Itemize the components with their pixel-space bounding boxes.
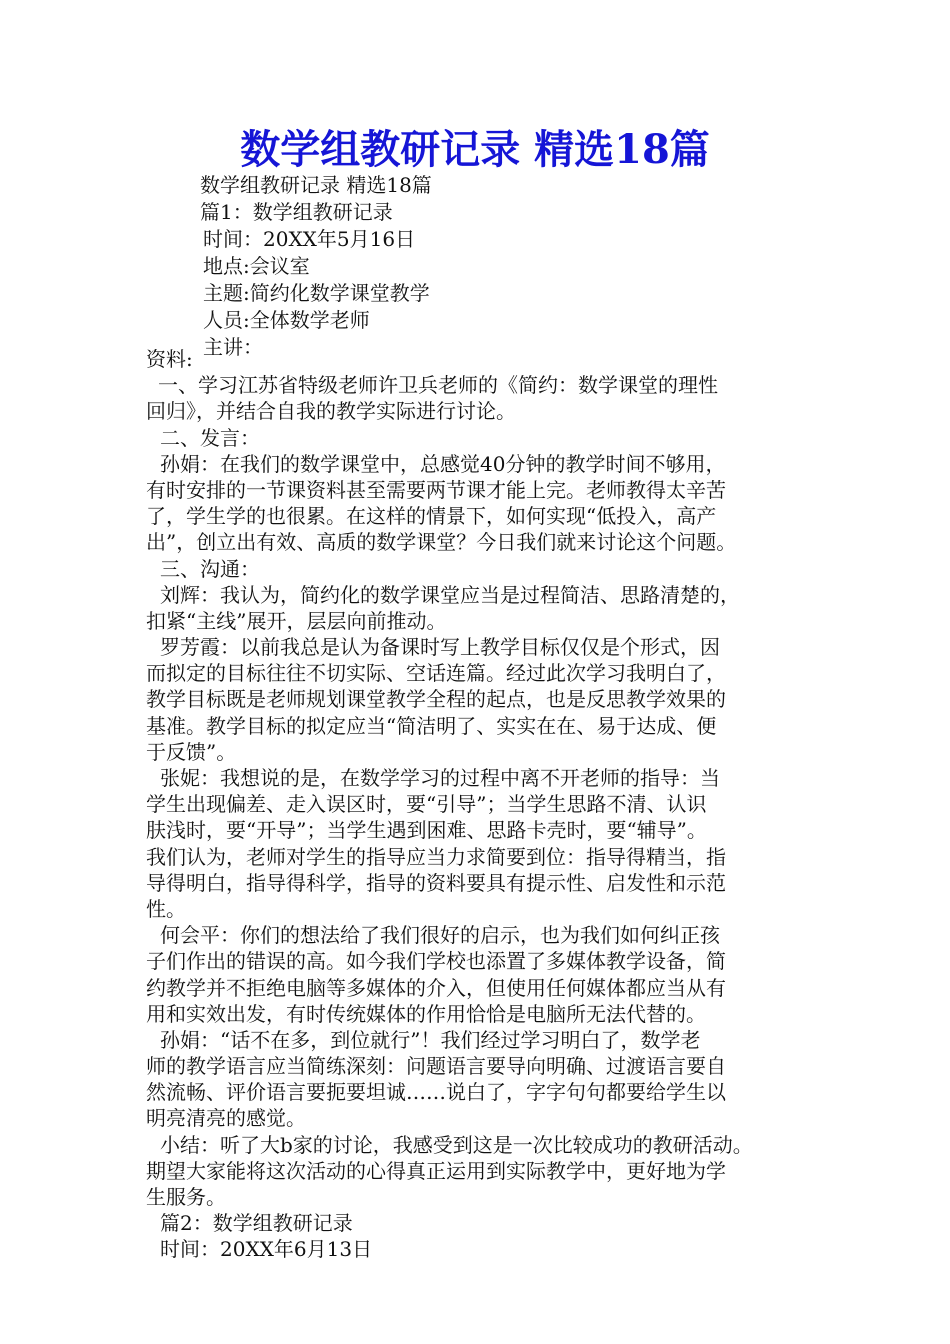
body-line: 基准。教学目标的拟定应当“简洁明了、实实在在、易于达成、便 <box>146 713 717 738</box>
body-line: 师的教学语言应当简练深刻：问题语言要导向明确、过渡语言要自 <box>146 1054 726 1079</box>
body-line: 学生出现偏差、走入误区时，要“引导”；当学生思路不清、认识 <box>146 792 707 817</box>
body-line: 于反馈”。 <box>146 739 237 764</box>
body-line: 了，学生学的也很累。在这样的情景下，如何实现“低投入，高产 <box>146 504 717 529</box>
body-line: 约教学并不拒绝电脑等多媒体的介入，但使用任何媒体都应当从有 <box>146 975 726 1000</box>
meta-line-location: 地点:会议室 <box>203 254 310 278</box>
body-line: 回归》，并结合自我的教学实际进行讨论。 <box>146 399 516 424</box>
body-line: 罗芳霞：以前我总是认为备课时写上教学目标仅仅是个形式，因 <box>160 635 720 660</box>
body-line: 二、发言： <box>160 425 260 450</box>
body-line: 生服务。 <box>146 1185 226 1209</box>
body-line: 三、沟通： <box>160 556 260 581</box>
body-line: 出”，创立出有效、高质的数学课堂？今日我们就来讨论这个问题。 <box>146 530 737 555</box>
body-line: 而拟定的目标往往不切实际、空话连篇。经过此次学习我明白了， <box>146 661 726 686</box>
body-line: 明亮清亮的感觉。 <box>146 1106 306 1131</box>
body-line: 资料: <box>146 347 193 371</box>
body-line: 刘辉：我认为，简约化的数学课堂应当是过程简洁、思路清楚的， <box>160 582 740 607</box>
body-line: 性。 <box>146 896 186 921</box>
meta-line-time: 时间：20XX年5月16日 <box>203 227 416 251</box>
meta-line-topic: 主题:简约化数学课堂教学 <box>203 281 430 305</box>
body-line: 篇2：数学组教研记录 <box>160 1211 353 1236</box>
document-title: 数学组教研记录 精选18篇 <box>240 126 710 173</box>
body-line: 子们作出的错误的高。如今我们学校也添置了多媒体教学设备，简 <box>146 949 726 974</box>
body-line: 肤浅时，要“开导”；当学生遇到困难、思路卡壳时，要“辅导”。 <box>146 818 707 843</box>
body-line: 孙娟：“话不在多，到位就行”！我们经过学习明白了，数学老 <box>160 1027 701 1052</box>
body-line: 期望大家能将这次活动的心得真正运用到实际教学中，更好地为学 <box>146 1158 726 1183</box>
body-line: 张妮：我想说的是，在数学学习的过程中离不开老师的指导：当 <box>160 766 720 790</box>
meta-block <box>200 172 800 361</box>
body-line: 一、学习江苏省特级老师许卫兵老师的《简约：数学课堂的理性 <box>158 373 718 398</box>
body-line: 教学目标既是老师规划课堂教学全程的起点，也是反思教学效果的 <box>146 687 726 712</box>
body-line: 用和实效出发，有时传统媒体的作用恰恰是电脑所无法代替的。 <box>146 1001 706 1026</box>
body-line: 何会平：你们的想法给了我们很好的启示，也为我们如何纠正孩 <box>160 923 720 948</box>
body-line: 时间：20XX年6月13日 <box>160 1237 373 1262</box>
body-line: 我们认为，老师对学生的指导应当力求简要到位：指导得精当，指 <box>146 844 726 869</box>
meta-line-section: 篇1：数学组教研记录 <box>200 200 393 224</box>
body-text <box>146 346 814 1263</box>
body-line: 有时安排的一节课资料甚至需要两节课才能上完。老师教得太辛苦 <box>146 477 726 502</box>
body-line: 小结：听了大b家的讨论，我感受到这是一次比较成功的教研活动。 <box>160 1132 753 1157</box>
body-line: 导得明白，指导得科学，指导的资料要具有提示性、启发性和示范 <box>146 870 726 895</box>
meta-line-attendees: 人员:全体数学老师 <box>203 308 370 332</box>
body-line: 孙娟：在我们的数学课堂中，总感觉40分钟的教学时间不够用， <box>160 451 726 476</box>
meta-line-subtitle: 数学组教研记录 精选18篇 <box>200 173 432 197</box>
body-line: 扣紧“主线”展开，层层向前推动。 <box>146 608 447 633</box>
body-line: 然流畅、评价语言要扼要坦诚……说白了，字字句句都要给学生以 <box>146 1080 726 1105</box>
meta-line-speaker: 主讲： <box>203 335 263 359</box>
